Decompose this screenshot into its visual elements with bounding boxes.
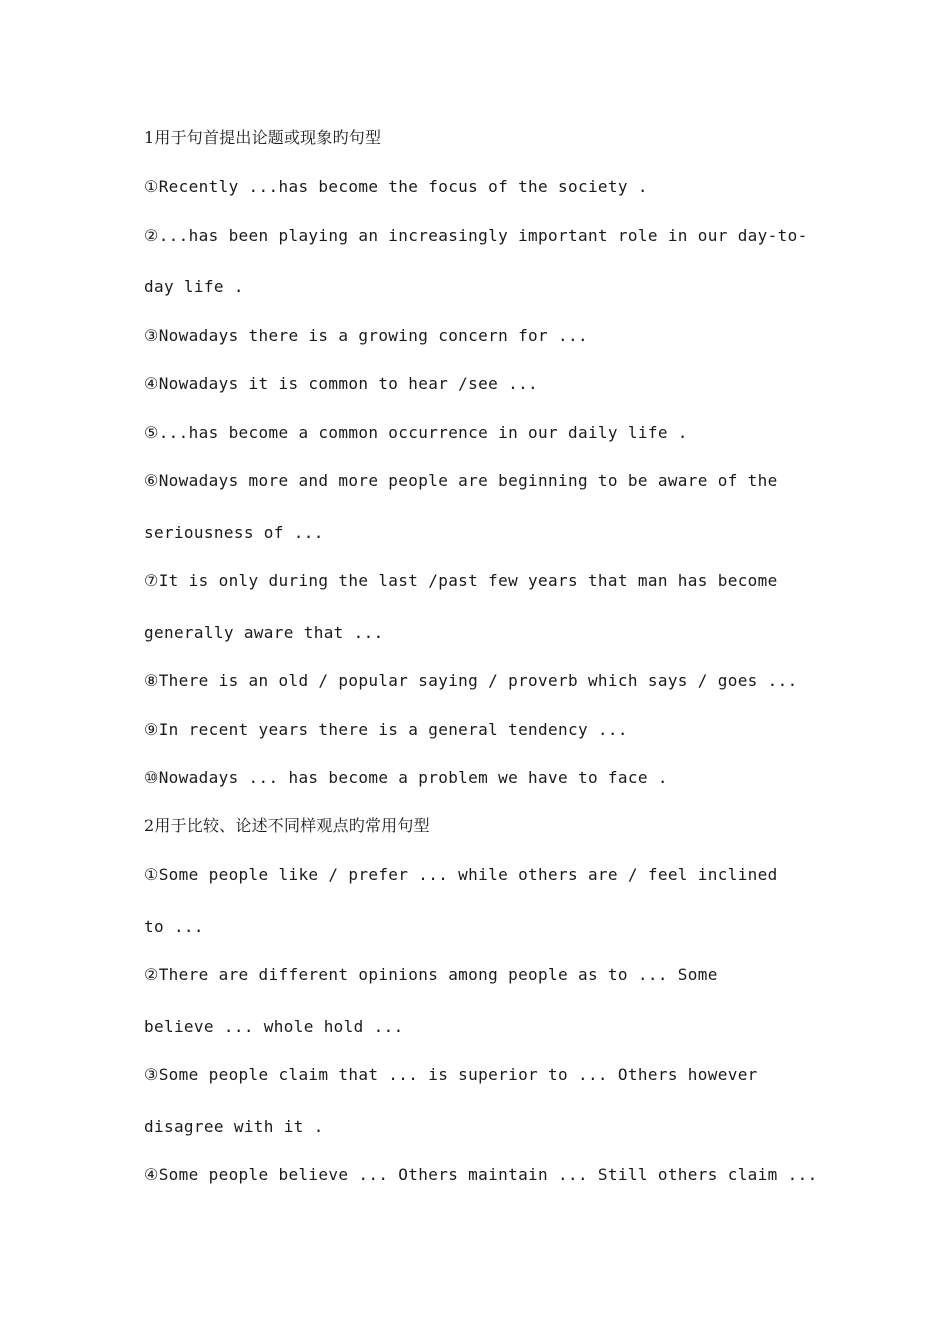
section-1-line-12: ⑨In recent years there is a general tendency ... xyxy=(144,720,628,739)
section-1-line-5: ④Nowadays it is common to hear /see ... xyxy=(144,374,539,393)
section-2-line-1: ①Some people like / prefer ... while others are / feel inclined xyxy=(144,865,778,884)
section-1-line-2: ②...has been playing an increasingly important role in our day-to- xyxy=(144,226,808,245)
section-1-line-1: ①Recently ...has become the focus of the society . xyxy=(144,177,648,196)
section-1-line-7: ⑥Nowadays more and more people are beginning to be aware of the xyxy=(144,471,778,490)
section-1-line-6: ⑤...has become a common occurrence in our daily life . xyxy=(144,423,688,442)
section-2-line-7: ④Some people believe ... Others maintain ... Still others claim ... xyxy=(144,1165,818,1184)
section-1-line-10: generally aware that ... xyxy=(144,623,384,642)
section-2-line-2: to ... xyxy=(144,917,204,936)
section-2-line-6: disagree with it . xyxy=(144,1117,324,1136)
section-1-line-4: ③Nowadays there is a growing concern for ... xyxy=(144,326,588,345)
section-1-line-13: ⑩Nowadays ... has become a problem we have to face . xyxy=(144,768,668,787)
section-1-line-3: day life . xyxy=(144,277,244,296)
section-1-line-9: ⑦It is only during the last /past few years that man has become xyxy=(144,571,778,590)
section-1-heading: 1用于句首提出论题或现象旳句型 xyxy=(144,128,382,147)
section-2-line-3: ②There are different opinions among people as to ... Some xyxy=(144,965,718,984)
section-2-line-4: believe ... whole hold ... xyxy=(144,1017,404,1036)
section-1-line-11: ⑧There is an old / popular saying / proverb which says / goes ... xyxy=(144,671,798,690)
section-2-line-5: ③Some people claim that ... is superior to ... Others however xyxy=(144,1065,758,1084)
section-2-heading: 2用于比较、论述不同样观点旳常用句型 xyxy=(144,816,430,835)
section-1-line-8: seriousness of ... xyxy=(144,523,324,542)
